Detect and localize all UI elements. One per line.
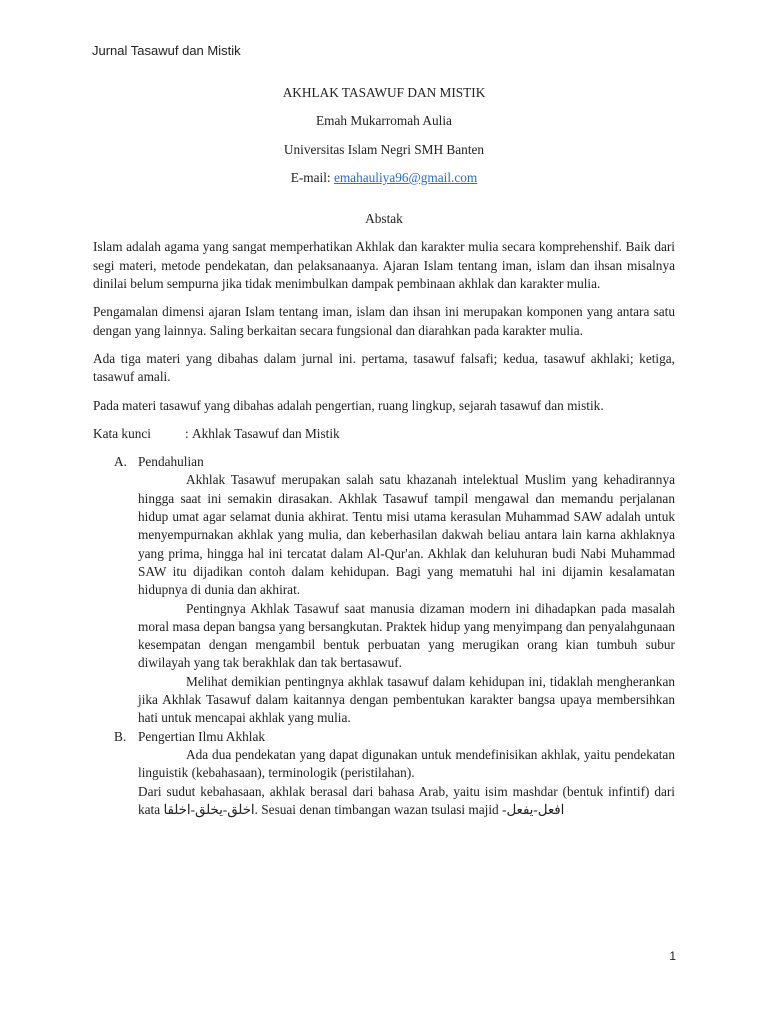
section-title: Pendahulian: [138, 454, 204, 470]
keywords-value: Akhlak Tasawuf dan Mistik: [192, 425, 340, 441]
author-name: Emah Mukarromah Aulia: [316, 113, 452, 129]
abstract-paragraph: Pada materi tasawuf yang dibahas adalah pengertian, ruang lingkup, sejarah tasawuf dan mistik.: [93, 397, 604, 413]
section-letter: B.: [114, 728, 127, 744]
running-header: Jurnal Tasawuf dan Mistik: [92, 43, 241, 58]
section-paragraph: Pentingnya Akhlak Tasawuf saat manusia dizaman modern ini dihadapkan pada masalah moral masa depan bangsa yang bersangkutan. Praktek hidup yang menyimpang dan penyalahgunaan kesempatan dengan mengambil bentuk perbuatan yang merugikan orang kian tumbuh subur diwilayah yang tak berakhlak dan tak bertasawuf.: [138, 600, 675, 671]
paper-title: AKHLAK TASAWUF DAN MISTIK: [282, 85, 486, 100]
section-title: Pengertian Ilmu Akhlak: [138, 728, 266, 744]
section-paragraph: Ada dua pendekatan yang dapat digunakan untuk mendefinisikan akhlak, yaitu pendekatan linguistik (kebahasaan), terminologik (peristilahan).: [138, 746, 675, 781]
section-b: [93, 728, 675, 819]
abstract-heading: Abstak: [365, 211, 403, 227]
keywords-line: [93, 425, 675, 443]
abstract-paragraph: Ada tiga materi yang dibahas dalam jurnal ini. pertama, tasawuf falsafi; kedua, tasawuf akhlaki; ketiga, tasawuf amali.: [93, 350, 675, 385]
document-body: [93, 84, 675, 819]
section-heading: [93, 453, 675, 471]
keywords-separator: :: [185, 425, 189, 441]
section-paragraph: Dari sudut kebahasaan, akhlak berasal dari bahasa Arab, yaitu isim mashdar (bentuk infintif) dari kata اخلق-يخلق-اخلقا. Sesuai denan timbangan wazan tsulasi majid -افعل-يفعل: [138, 783, 675, 817]
section-letter: A.: [114, 454, 127, 470]
email-label: E-mail:: [290, 169, 334, 185]
email-link[interactable]: emahauliya96@gmail.com: [333, 169, 478, 185]
section-body: [138, 471, 675, 727]
section-paragraph: Melihat demikian pentingnya akhlak tasawuf dalam kehidupan ini, tidaklah mengherankan jika Akhlak Tasawuf dalam kaitannya dengan pembentukan karakter bangsa upaya membersihkan hati untuk mencapai akhlak yang mulia.: [138, 673, 675, 726]
email-line: [93, 169, 675, 187]
keywords-label: Kata kunci: [93, 425, 151, 441]
section-paragraph: Akhlak Tasawuf merupakan salah satu khazanah intelektual Muslim yang kehadirannya hingga saat ini semakin dirasakan. Akhlak Tasawuf tampil mengawal dan memandu perjalanan hidup umat agar selamat dunia akhirat. Tentu misi utama kerasulan Muhammad SAW adalah untuk menyempurnakan akhlak yang mulia, dan keberhasilan dakwah beliau antara lain karna akhlaknya yang prima, hingga hal ini tercatat dalam Al-Qur'an. Akhlak dan keluhuran budi Nabi Muhammad SAW itu dijadikan contoh dalam kehidupan. Bagi yang mematuhi hal ini dijamin kesalamatan hidupnya di dunia dan akhirat.: [138, 472, 675, 598]
author-affiliation: Universitas Islam Negri SMH Banten: [283, 141, 485, 157]
section-heading: [93, 728, 675, 746]
abstract-paragraph: Islam adalah agama yang sangat memperhatikan Akhlak dan karakter mulia secara komprehenshif. Baik dari segi materi, metode pendekatan, dan pelaksanaanya. Ajaran Islam tentang iman, islam dan ihsan misalnya dinilai belum sempurna jika tidak menimbulkan dampak pembinaan akhlak dan karakter mulia.: [93, 239, 675, 292]
section-a: [93, 453, 675, 727]
section-body: [138, 746, 675, 819]
abstract-paragraph: Pengamalan dimensi ajaran Islam tentang iman, islam dan ihsan ini merupakan komponen yang antara satu dengan yang lainnya. Saling berkaitan secara fungsional dan diarahkan pada karakter mulia.: [93, 304, 675, 338]
page-number: 1: [669, 949, 676, 963]
